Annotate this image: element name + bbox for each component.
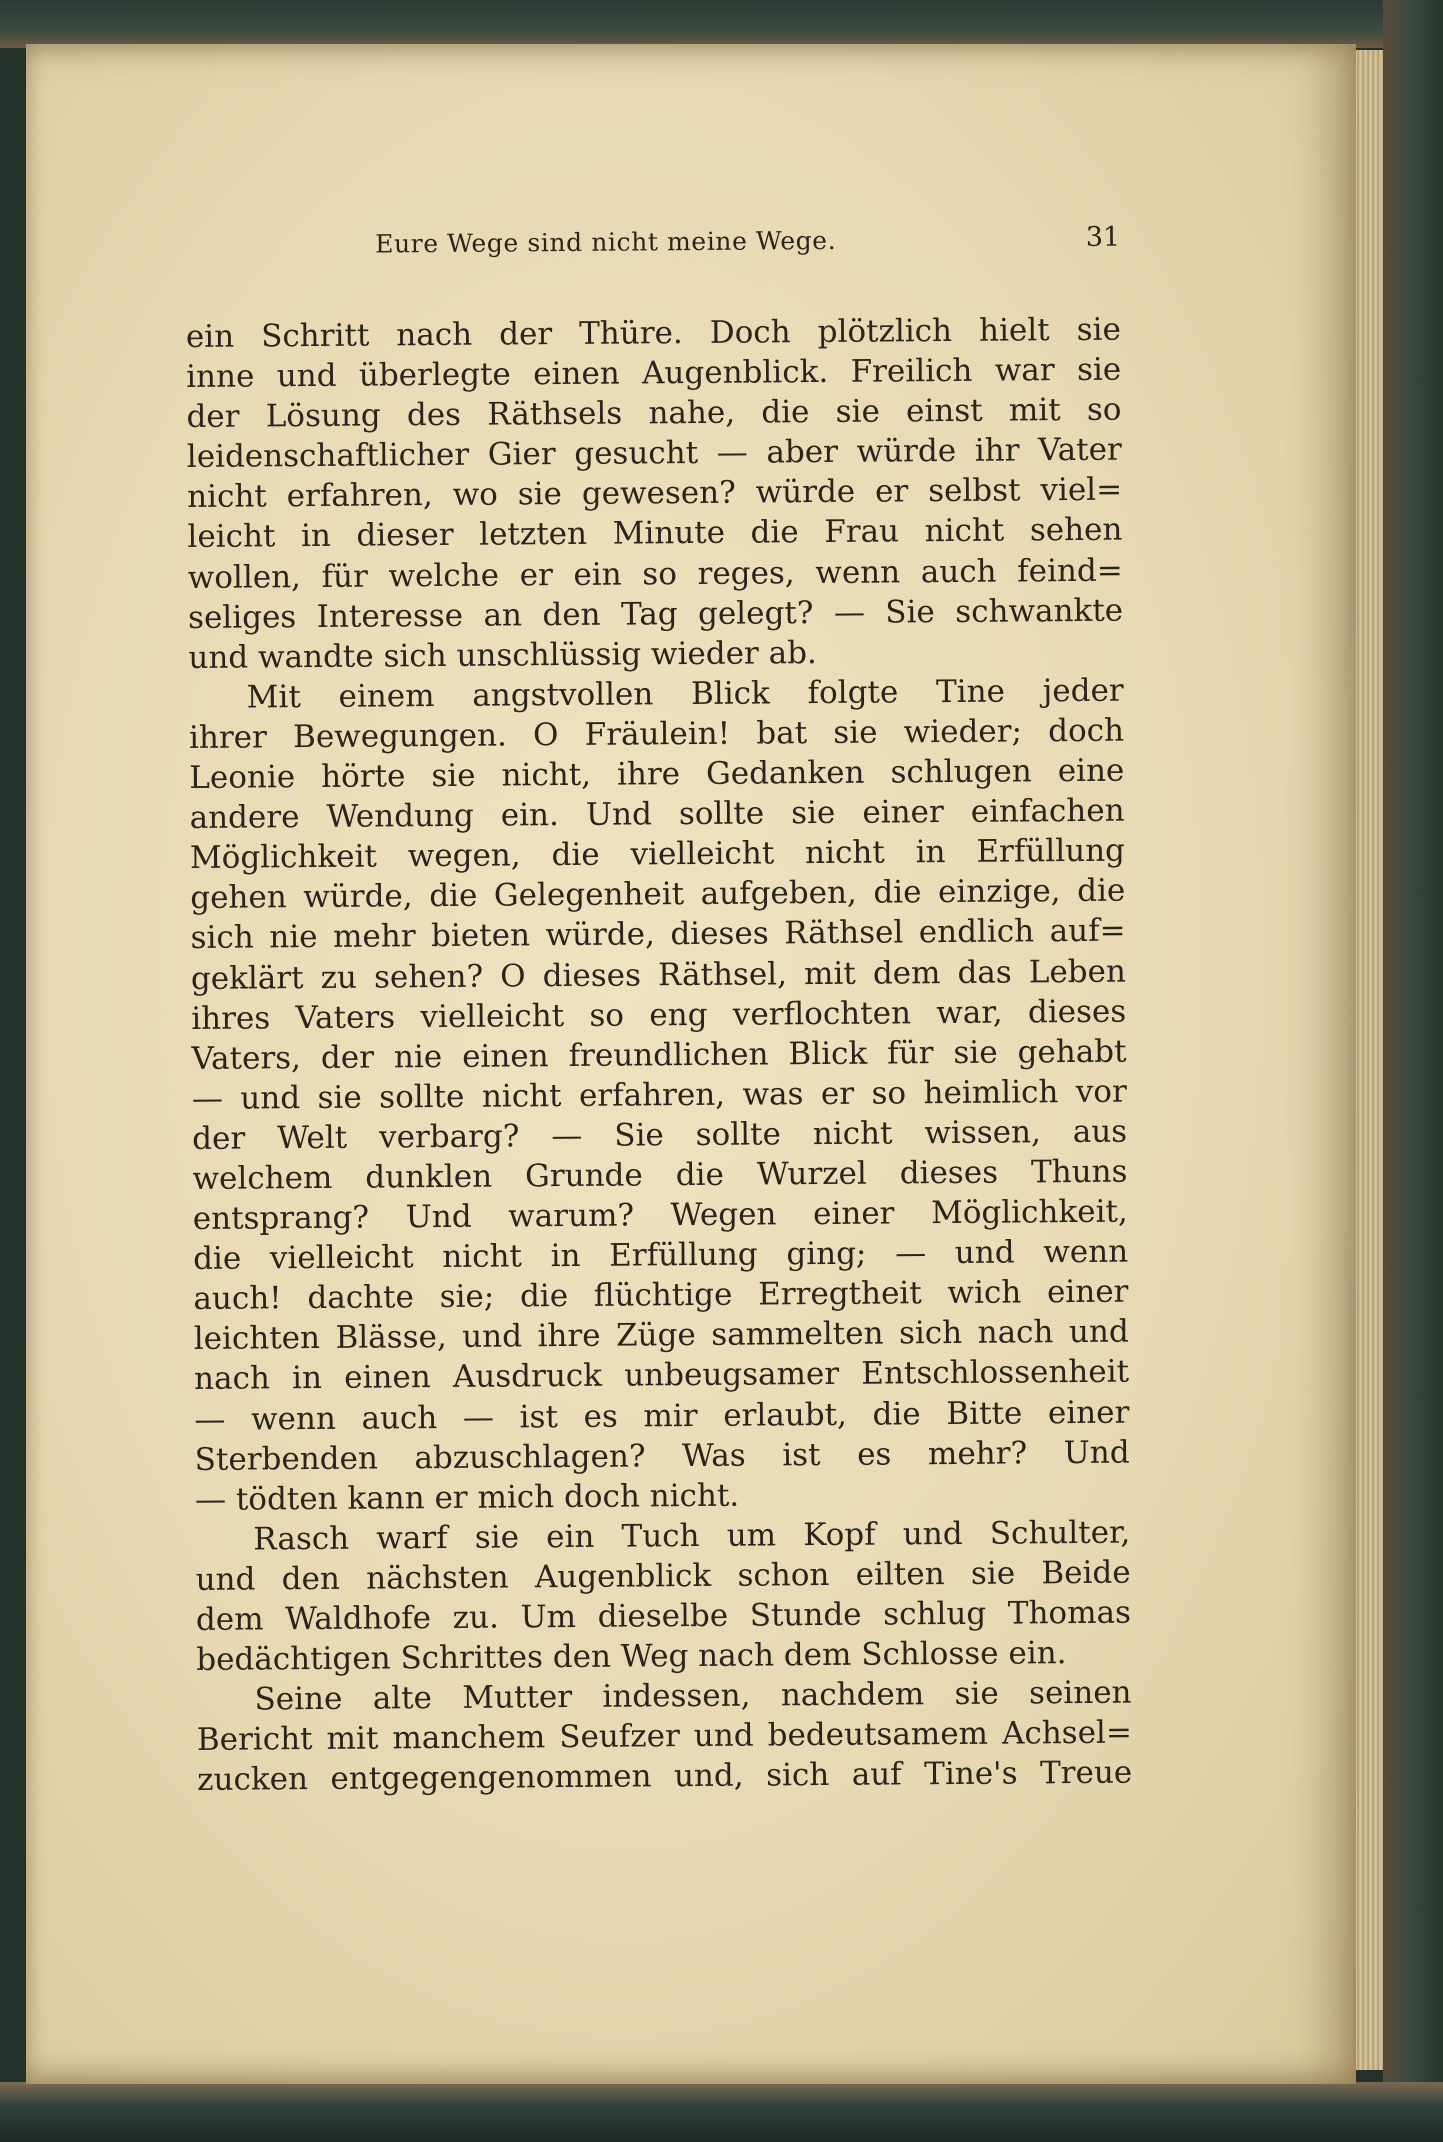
text-line: und wandte sich unschlüssig wieder ab. <box>188 634 817 676</box>
text-line: ihrer Bewegungen. O Fräulein! bat sie wieder; doch <box>188 712 1125 756</box>
running-head-title: Eure Wege sind nicht meine Wege. <box>375 225 837 259</box>
text-line: ein Schritt nach der Thüre. Doch plötzlich hielt sie <box>185 311 1121 355</box>
book-cover-bottom <box>0 2082 1443 2142</box>
text-line: leicht in dieser letzten Minute die Frau nicht sehen <box>187 512 1123 556</box>
text-line: Möglichkeit wegen, die vielleicht nicht in Erfüllung <box>189 832 1126 877</box>
text-line: der Welt verbarg? — Sie sollte nicht wissen, aus <box>192 1113 1128 1157</box>
text-line: auch! dachte sie; die flüchtige Erregtheit wich einer <box>193 1273 1129 1318</box>
text-line: — und sie sollte nicht erfahren, was er so heimlich vor <box>191 1073 1127 1117</box>
page-number: 31 <box>1085 221 1121 253</box>
text-line: und den nächsten Augenblick schon eilten sie Beide <box>195 1554 1131 1598</box>
text-line: sich nie mehr bieten würde, dieses Räthsel endlich auf= <box>190 913 1126 957</box>
text-line: — wenn auch — ist es mir erlaubt, die Bitte einer <box>194 1394 1130 1438</box>
text-line: inne und überlegte einen Augenblick. Freilich war sie <box>186 351 1122 396</box>
text-line: Seine alte Mutter indessen, nachdem sie seinen <box>254 1674 1132 1718</box>
text-line: Leonie hörte sie nicht, ihre Gedanken schlugen eine <box>189 752 1125 797</box>
text-line: der Lösung des Räthsels nahe, die sie einst mit so <box>186 391 1122 436</box>
text-line: Vaters, der nie einen freundlichen Blick für sie gehabt <box>191 1033 1127 1077</box>
text-line: welchem dunklen Grunde die Wurzel dieses Thuns <box>192 1153 1128 1197</box>
text-line: Rasch warf sie ein Tuch um Kopf und Schulter, <box>253 1514 1131 1558</box>
running-head <box>185 218 1121 295</box>
text-line: entsprang? Und warum? Wegen einer Möglichkeit, <box>192 1193 1128 1238</box>
text-line: andere Wendung ein. Und sollte sie einer einfachen <box>189 792 1125 837</box>
body-text <box>186 310 1133 1801</box>
text-line: wollen, für welche er ein so reges, wenn auch feind= <box>187 552 1123 596</box>
book-cover-spine-edge <box>1383 0 1443 2142</box>
text-line: leichten Blässe, und ihre Züge sammelten sich nach und <box>193 1313 1129 1358</box>
text-line: leidenschaftlicher Gier gesucht — aber würde ihr Vater <box>186 431 1122 476</box>
text-line: nicht erfahren, wo sie gewesen? würde er selbst viel= <box>186 472 1123 516</box>
text-line: dem Waldhofe zu. Um dieselbe Stunde schlug Thomas <box>195 1594 1132 1638</box>
page-text-block <box>185 218 1133 1865</box>
text-line: gehen würde, die Gelegenheit aufgeben, die einzige, die <box>190 872 1126 917</box>
text-line: die vielleicht nicht in Erfüllung ging; — und wenn <box>192 1233 1129 1278</box>
book-cover-top <box>0 0 1443 48</box>
text-line: ihres Vaters vielleicht so eng verflochten war, dieses <box>191 993 1127 1037</box>
text-line: Mit einem angstvollen Blick folgte Tine jeder <box>246 672 1124 716</box>
text-line: geklärt zu sehen? O dieses Räthsel, mit dem das Leben <box>190 953 1127 997</box>
text-line: bedächtigen Schrittes den Weg nach dem Schlosse ein. <box>196 1635 1067 1679</box>
text-line: Sterbenden abzuschlagen? Was ist es mehr? Und <box>194 1434 1130 1478</box>
text-line: Bericht mit manchem Seufzer und bedeutsamem Achsel= <box>196 1714 1133 1759</box>
text-line: seliges Interesse an den Tag gelegt? — Sie schwankte <box>187 592 1124 636</box>
text-line: nach in einen Ausdruck unbeugsamer Entschlossenheit <box>193 1354 1130 1398</box>
text-line: zucken entgegengenommen und, sich auf Tine's Treue <box>197 1754 1133 1799</box>
text-line: — tödten kann er mich doch nicht. <box>194 1477 740 1518</box>
